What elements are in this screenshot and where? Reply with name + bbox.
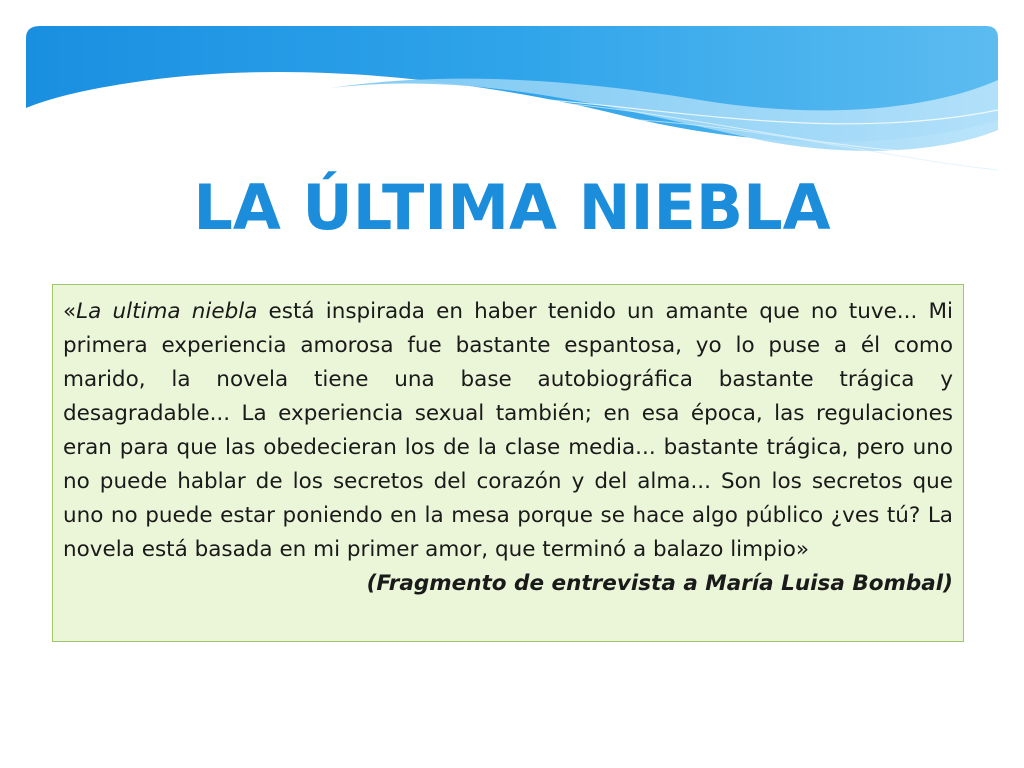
quote-text (63, 295, 953, 567)
quote-attribution: (Fragmento de entrevista a María Luisa Bombal) (366, 571, 953, 596)
quote-box (52, 284, 964, 642)
novel-title-italic: La ultima niebla (76, 299, 258, 324)
quote-open-mark: « (63, 299, 77, 324)
quote-body: está inspirada en haber tenido un amante que no tuve... Mi primera experiencia amorosa fue bastante espantosa, yo lo puse a él como marido, la novela tiene una base autobiográfica bastante trágica y desagradable... La experiencia sexual también; en esa época, las regulaciones eran para que las obedecieran los de la clase media... bastante trágica, pero uno no puede hablar de los secretos del corazón y del alma... Son los secretos que uno no puede estar poniendo en la mesa porque se hace algo público ¿ves tú? La novela está basada en mi primer amor, que terminó a balazo limpio» (63, 299, 953, 562)
slide-title: LA ÚLTIMA NIEBLA (193, 171, 831, 244)
